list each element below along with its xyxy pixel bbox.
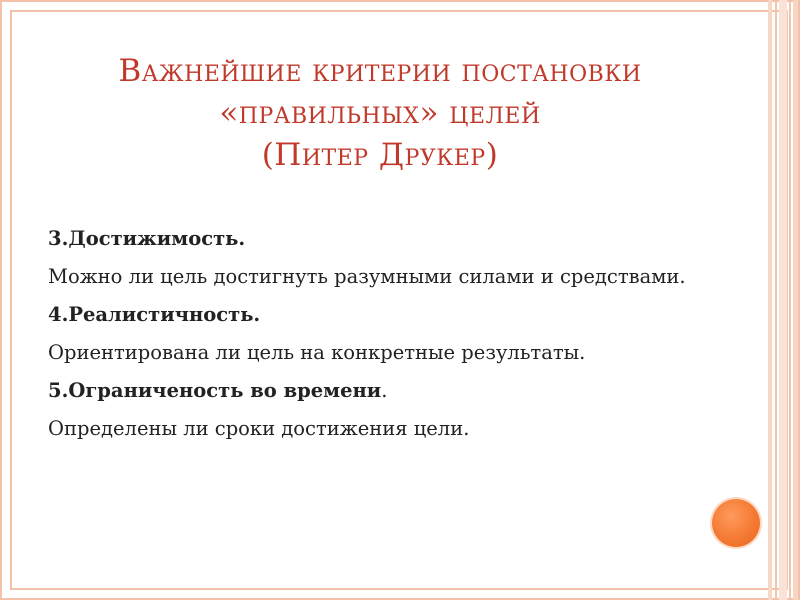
criterion-text: Можно ли цель достигнуть разумными силами и средствами. bbox=[48, 265, 686, 288]
criterion-heading-wrapper bbox=[48, 372, 768, 410]
decorative-stripe bbox=[779, 0, 787, 600]
slide-title bbox=[40, 50, 720, 176]
slide-title-line: Важнейшие критерии постановки bbox=[118, 53, 642, 89]
criterion-heading: 5.Ограниченость во времени bbox=[48, 379, 382, 402]
slide-title-line: (Питер Друкер) bbox=[261, 137, 499, 173]
decorative-stripe bbox=[789, 0, 791, 600]
decorative-stripe bbox=[775, 0, 777, 600]
orange-circle-decoration bbox=[712, 499, 760, 547]
criterion-heading-suffix: . bbox=[381, 379, 388, 402]
criterion-heading: 3.Достижимость. bbox=[48, 227, 246, 250]
decorative-stripe bbox=[793, 0, 798, 600]
slide-body bbox=[48, 220, 768, 448]
decorative-stripe bbox=[768, 0, 772, 600]
slide-title-line: «правильных» целей bbox=[219, 95, 541, 131]
criterion-text: Определены ли сроки достижения цели. bbox=[48, 417, 470, 440]
criterion-heading: 4.Реалистичность. bbox=[48, 303, 261, 326]
criterion-text: Ориентирована ли цель на конкретные результаты. bbox=[48, 341, 586, 364]
